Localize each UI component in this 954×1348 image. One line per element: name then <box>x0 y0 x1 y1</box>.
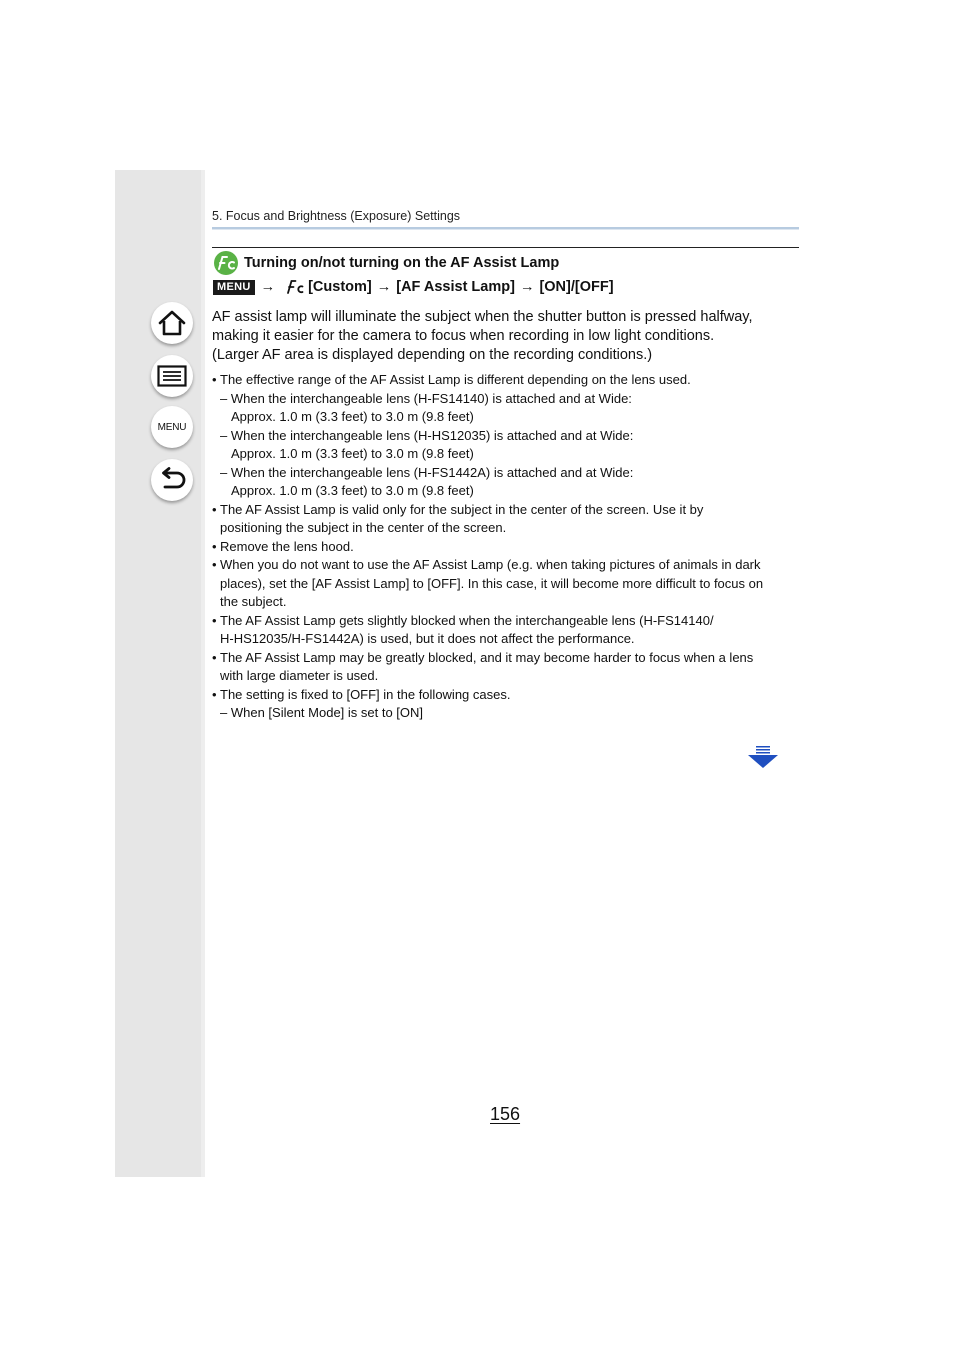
note-item: • The AF Assist Lamp is valid only for the subject in the center of the screen. Use it by <box>212 501 802 520</box>
back-button[interactable] <box>151 459 193 501</box>
notes-list <box>212 371 802 723</box>
intro-paragraph <box>212 308 802 365</box>
note-item: • The AF Assist Lamp may be greatly blocked, and it may become harder to focus when a lens <box>212 649 802 668</box>
menu-path <box>213 277 614 297</box>
note-continuation: places), set the [AF Assist Lamp] to [OFF]. In this case, it will become more difficult to focus on <box>220 575 764 591</box>
note-item: • The AF Assist Lamp gets slightly blocked when the interchangeable lens (H-FS14140/ <box>212 612 802 631</box>
path-options: [ON]/[OFF] <box>539 279 614 295</box>
note-continuation: positioning the subject in the center of the screen. <box>220 520 507 535</box>
header-rule-light <box>212 229 799 230</box>
note-continuation: with large diameter is used. <box>220 668 379 683</box>
intro-line: AF assist lamp will illuminate the subject when the shutter button is pressed halfway, <box>212 309 753 325</box>
note-value: Approx. 1.0 m (3.3 feet) to 3.0 m (9.8 feet) <box>231 446 474 461</box>
note-value: Approx. 1.0 m (3.3 feet) to 3.0 m (9.8 feet) <box>231 409 474 424</box>
contents-button[interactable] <box>151 355 193 397</box>
custom-menu-icon <box>214 251 238 275</box>
note-item: • When you do not want to use the AF Assist Lamp (e.g. when taking pictures of animals in dark <box>212 556 802 575</box>
note-item: • The setting is fixed to [OFF] in the following cases. <box>212 686 802 705</box>
next-page-arrow-icon[interactable] <box>747 745 779 769</box>
page-number: 156 <box>490 1104 521 1124</box>
note-continuation: H-HS12035/H-FS1442A) is used, but it does not affect the performance. <box>220 631 635 646</box>
note-subitem: – When the interchangeable lens (H-FS14140) is attached and at Wide: <box>220 390 632 406</box>
heading-title: Turning on/not turning on the AF Assist Lamp <box>244 255 560 271</box>
note-subitem: – When [Silent Mode] is set to [ON] <box>220 705 424 720</box>
path-custom: [Custom] <box>308 279 372 295</box>
path-arrow: → <box>519 279 535 295</box>
path-arrow: → <box>260 279 276 295</box>
note-item: • The effective range of the AF Assist Lamp is different depending on the lens used. <box>212 371 802 390</box>
note-subitem: – When the interchangeable lens (H-HS12035) is attached and at Wide: <box>220 427 634 443</box>
back-arrow-icon <box>157 467 187 493</box>
note-value: Approx. 1.0 m (3.3 feet) to 3.0 m (9.8 feet) <box>231 483 474 498</box>
menu-label: MENU <box>157 421 187 433</box>
home-button[interactable] <box>151 302 193 344</box>
menu-button[interactable] <box>151 406 193 448</box>
list-icon <box>157 365 187 387</box>
note-item: • Remove the lens hood. <box>212 538 802 557</box>
intro-line: (Larger AF area is displayed depending on the recording conditions.) <box>212 347 653 363</box>
home-icon <box>157 309 187 337</box>
custom-small-icon <box>286 279 304 295</box>
heading-rule <box>212 247 799 248</box>
section-header: 5. Focus and Brightness (Exposure) Settings <box>212 209 461 223</box>
path-arrow: → <box>376 279 392 295</box>
menu-badge: MENU <box>213 280 255 295</box>
note-continuation: the subject. <box>220 594 287 609</box>
path-item: [AF Assist Lamp] <box>396 279 515 295</box>
sidebar-edge <box>201 170 205 1177</box>
note-subitem: – When the interchangeable lens (H-FS1442A) is attached and at Wide: <box>220 464 634 480</box>
intro-line: making it easier for the camera to focus when recording in low light conditions. <box>212 328 715 344</box>
